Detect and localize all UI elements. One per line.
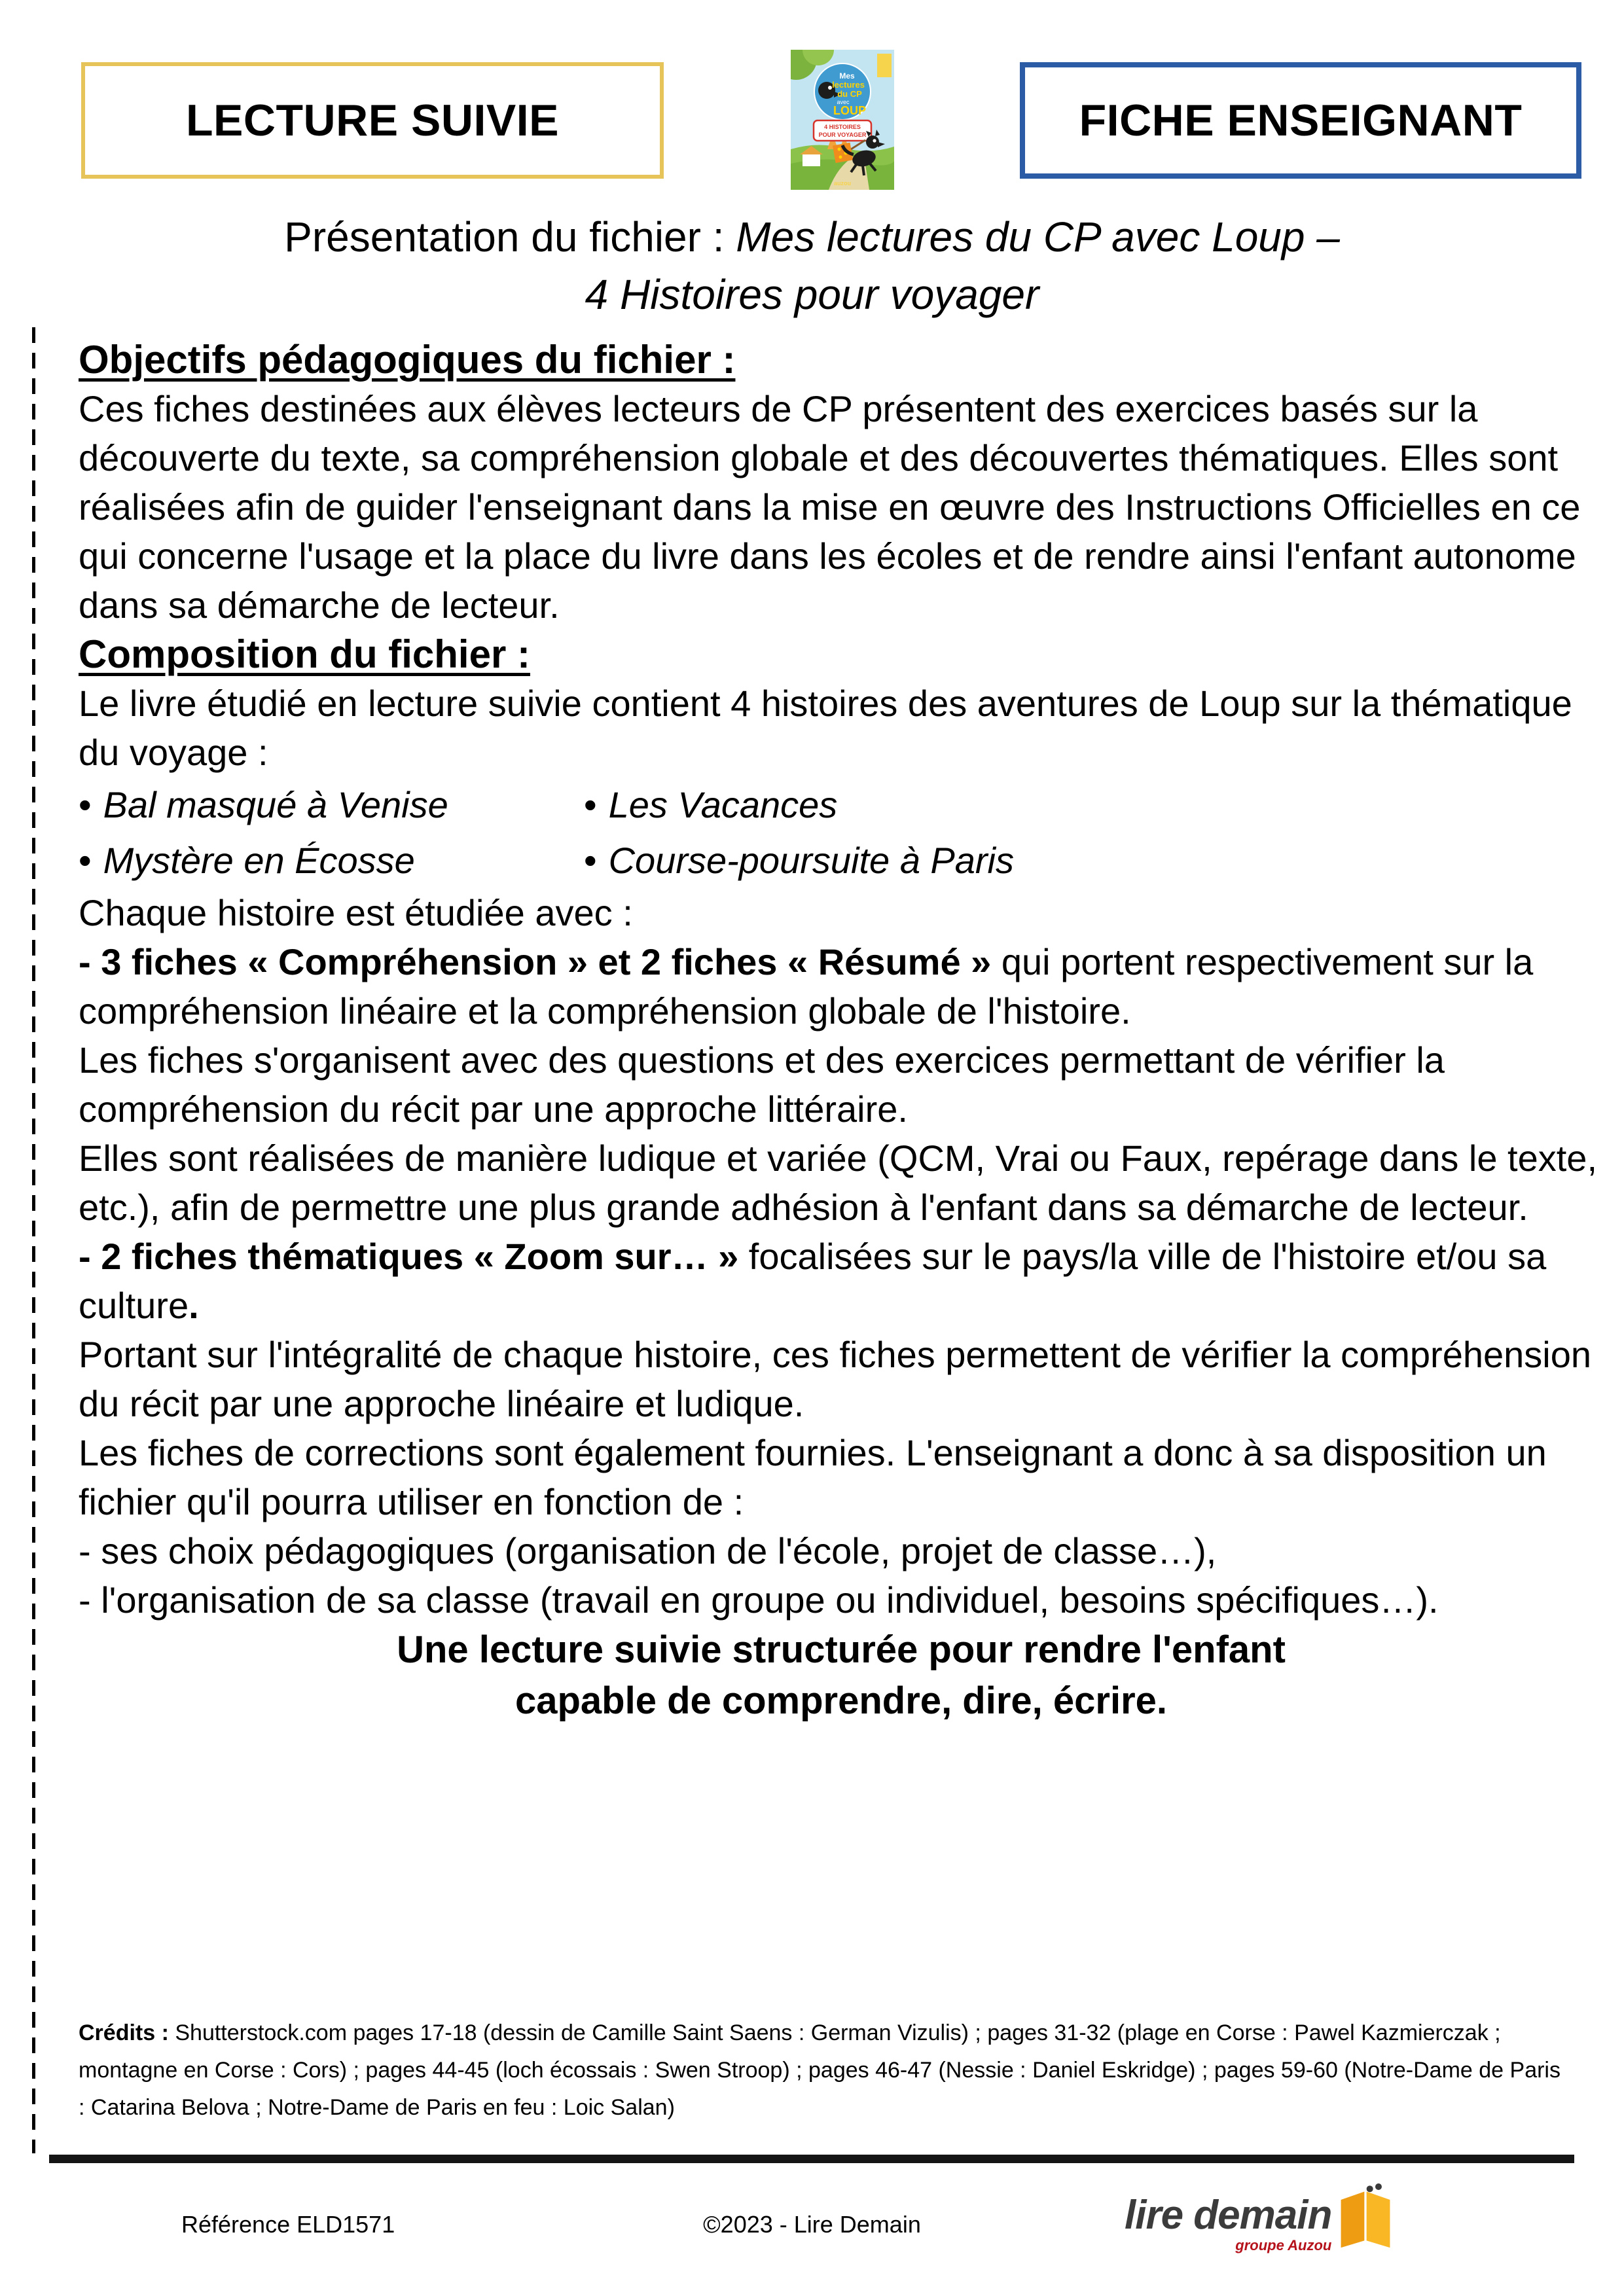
page-title — [0, 208, 1624, 323]
bullet-icon: • — [79, 784, 92, 825]
cover-series-avec: avec — [837, 99, 850, 105]
story-item — [79, 833, 584, 888]
title-line2: 4 Histoires pour voyager — [585, 271, 1039, 318]
cover-publisher: auzou — [834, 180, 851, 187]
zoom-fiches-rest: focalisées sur le pays/la ville de l'histoire et/ou sa culture — [79, 1236, 1547, 1326]
bullet-icon: • — [584, 784, 597, 825]
cover-badge-line1: 4 HISTOIRES — [824, 124, 861, 130]
cover-bundle-dot — [838, 148, 841, 151]
callout-line2: capable de comprendre, dire, écrire. — [514, 1679, 1168, 1722]
cover-series-loup: LOUP — [833, 104, 867, 117]
lecture-suivie-box — [81, 62, 664, 179]
credits-block — [79, 2015, 1564, 2126]
story-title: Mystère en Écosse — [103, 840, 415, 881]
story-item — [79, 777, 584, 833]
logo-wordmark: lire demain — [1125, 2193, 1332, 2238]
cover-series-mes: Mes — [839, 71, 855, 81]
composition-intro: Le livre étudié en lecture suivie contient 4 histoires des aventures de Loup sur la thématique du voyage : — [79, 683, 1572, 773]
credits-text: Shutterstock.com pages 17-18 (dessin de Camille Saint Saens : German Vizulis) ; pages 31-32 (plage en Corse : Pawel Kazmierczak ; montagne en Corse : Cors) ; pages 44-45 (loch écossais : Swen Stroop) ; pages 46-47 (Nessie : Daniel Eskridge) ; pages 59-60 (Notre-Dame de Paris : Catarina Belova ; Notre-Dame de Paris en feu : Loic Salan) — [79, 2020, 1561, 2120]
objectifs-paragraph: Ces fiches destinées aux élèves lecteurs de CP présentent des exercices basés sur la découverte du texte, sa compréhension globale et des découvertes thématiques. Elles sont réalisées afin de guider l'enseignant dans la mise en œuvre des Instructions Officielles en ce qui concerne l'usage et la place du livre dans les écoles et de rendre ainsi l'enfant autonome dans sa démarche de lecteur. — [79, 388, 1581, 626]
fiches-ludique-paragraph: Elles sont réalisées de manière ludique et variée (QCM, Vrai ou Faux, repérage dans le texte, etc.), afin de permettre une plus grande adhésion à l'enfant dans sa démarche de lecteur. — [79, 1138, 1598, 1228]
story-title: Course-poursuite à Paris — [608, 840, 1014, 881]
cover-series-ducp: du CP — [837, 89, 862, 99]
callout-line1: Une lecture suivie structurée pour rendre l'enfant — [397, 1628, 1286, 1671]
lecture-suivie-label: LECTURE SUIVIE — [186, 96, 559, 145]
cover-bundle-dot — [839, 156, 842, 159]
comprehension-fiches-bold: - 3 fiches « Compréhension » et 2 fiches « Résumé » — [79, 941, 992, 982]
reference-number: Référence ELD1571 — [181, 2211, 395, 2238]
bullet-icon: • — [584, 840, 597, 881]
fiches-organisation-paragraph: Les fiches s'organisent avec des questions et des exercices permettant de vérifier la compréhension du récit par une approche littéraire. — [79, 1039, 1445, 1130]
credits-label: Crédits : — [79, 2020, 169, 2045]
corrections-item2: - l'organisation de sa classe (travail en groupe ou individuel, besoins spécifiques…). — [79, 1579, 1439, 1621]
logo-group-name: groupe Auzou — [1235, 2237, 1332, 2253]
copyright-text: ©2023 - Lire Demain — [703, 2211, 921, 2238]
corrections-paragraph: Les fiches de corrections sont également fournies. L'enseignant a donc à sa disposition un fichier qu'il pourra utiliser en fonction de : — [79, 1432, 1547, 1522]
story-title: Bal masqué à Venise — [103, 784, 448, 825]
objectifs-heading: Objectifs pédagogiques du fichier : — [79, 338, 736, 382]
corrections-item1: - ses choix pédagogiques (organisation de l'école, projet de classe…), — [79, 1530, 1217, 1571]
composition-heading: Composition du fichier : — [79, 632, 530, 676]
cover-badge-line2: POUR VOYAGER — [818, 132, 867, 138]
comprehension-fiches-paragraph — [79, 937, 1604, 1035]
body-text-column — [79, 335, 1604, 1727]
fiche-enseignant-box — [1020, 62, 1581, 179]
dotted-left-border — [32, 327, 35, 2153]
book-cover-illustration — [791, 50, 894, 190]
comprehension-fiches-rest: qui portent respectivement sur la compréhension linéaire et la compréhension globale de l'histoire. — [79, 941, 1534, 1031]
logo-text-wrap — [1125, 2195, 1331, 2254]
lire-demain-logo — [1125, 2183, 1396, 2254]
fiche-enseignant-label: FICHE ENSEIGNANT — [1079, 96, 1523, 145]
zoom-fiches-bold: - 2 fiches thématiques « Zoom sur… » — [79, 1236, 739, 1277]
zoom-fiches-paragraph — [79, 1232, 1604, 1330]
closing-callout — [79, 1624, 1604, 1727]
title-italic: Mes lectures du CP avec Loup – — [736, 213, 1340, 260]
story-title: Les Vacances — [608, 784, 838, 825]
bullet-icon: • — [79, 840, 92, 881]
open-book-icon — [1335, 2183, 1396, 2251]
zoom-fiches-period: . — [189, 1285, 199, 1326]
cover-wolf-leg — [863, 166, 864, 175]
title-regular: Présentation du fichier : — [284, 213, 736, 260]
book-cover — [791, 50, 894, 190]
footer — [0, 2179, 1624, 2296]
cover-house — [803, 154, 820, 166]
cover-series-lectures: lectures — [832, 80, 865, 90]
cover-wolf-head2 — [866, 135, 879, 149]
story-item — [584, 833, 1604, 888]
stories-bullet-list — [79, 777, 1604, 888]
footer-divider — [49, 2155, 1574, 2163]
cover-corner-tag — [877, 54, 892, 77]
cover-wolf-eye2 — [873, 139, 876, 142]
studied-with-line: Chaque histoire est étudiée avec : — [79, 892, 633, 933]
portant-paragraph: Portant sur l'intégralité de chaque histoire, ces fiches permettent de vérifier la compréhension du récit par une approche linéaire et ludique. — [79, 1334, 1592, 1424]
story-item — [584, 777, 1604, 833]
